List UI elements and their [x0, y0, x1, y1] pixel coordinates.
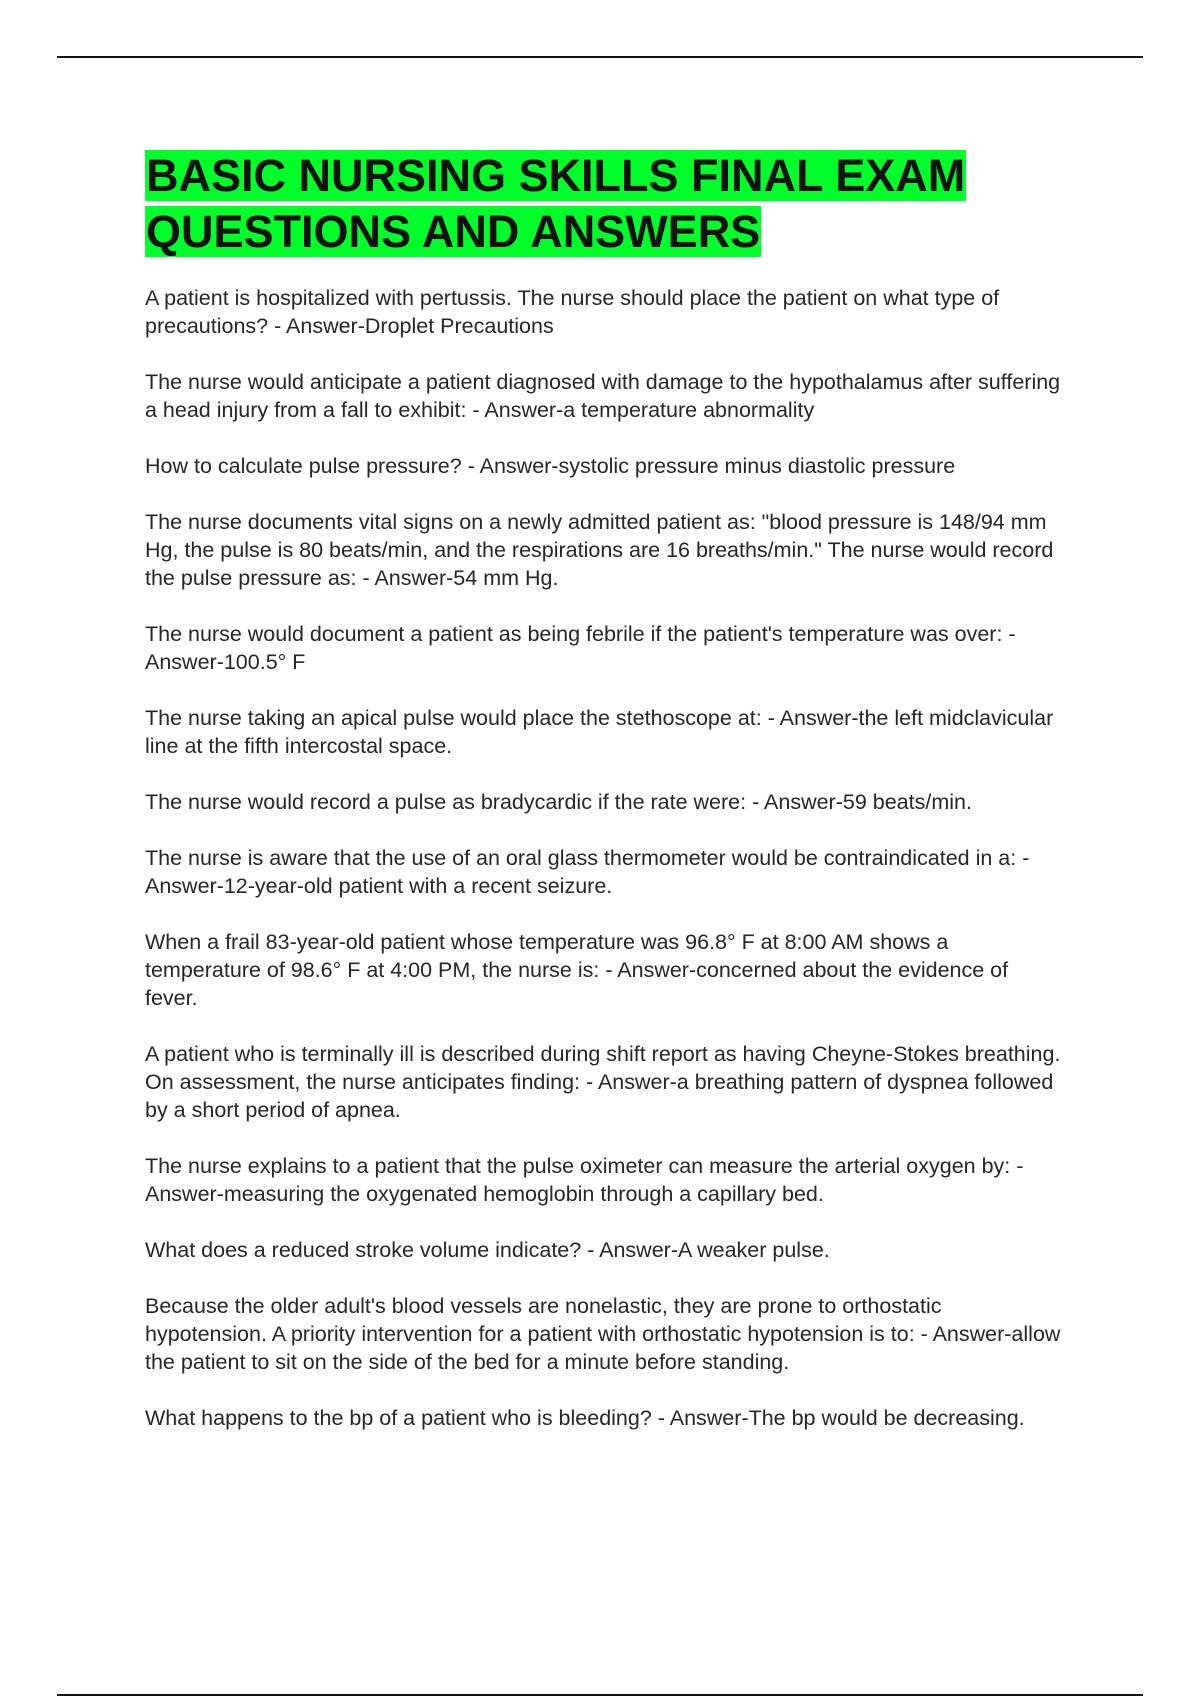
qa-item: The nurse would record a pulse as bradycardic if the rate were: - Answer-59 beats/min. [145, 790, 972, 814]
qa-item: A patient is hospitalized with pertussis. The nurse should place the patient on what type of precautions? - Answer-Droplet Precautions [145, 286, 1000, 338]
qa-item: The nurse would anticipate a patient diagnosed with damage to the hypothalamus after suffering a head injury from a fall to exhibit: - Answer-a temperature abnormality [145, 370, 1061, 422]
document-title [145, 148, 1065, 260]
qa-item: When a frail 83-year-old patient whose temperature was 96.8° F at 8:00 AM shows a temperature of 98.6° F at 4:00 PM, the nurse is: - Answer-concerned about the evidence of fever. [145, 930, 1009, 1010]
qa-item: What does a reduced stroke volume indicate? - Answer-A weaker pulse. [145, 1238, 830, 1262]
qa-item: What happens to the bp of a patient who is bleeding? - Answer-The bp would be decreasing. [145, 1406, 1025, 1430]
top-divider [57, 56, 1143, 58]
title-highlight: BASIC NURSING SKILLS FINAL EXAM QUESTIONS AND ANSWERS [146, 150, 966, 257]
qa-item: Because the older adult's blood vessels are nonelastic, they are prone to orthostatic hypotension. A priority intervention for a patient with orthostatic hypotension is to: - Answer-allow the patient to sit on the side of the bed for a minute before standing. [145, 1294, 1061, 1374]
qa-item: The nurse is aware that the use of an oral glass thermometer would be contraindicated in a: - Answer-12-year-old patient with a recent seizure. [145, 846, 1030, 898]
document-body [145, 148, 1065, 1460]
qa-item: The nurse documents vital signs on a newly admitted patient as: "blood pressure is 148/94 mm Hg, the pulse is 80 beats/min, and the respirations are 16 breaths/min." The nurse would record the pulse pressure as: - Answer-54 mm Hg. [145, 510, 1054, 590]
qa-item: The nurse taking an apical pulse would place the stethoscope at: - Answer-the left midclavicular line at the fifth intercostal space. [145, 706, 1054, 758]
qa-item: How to calculate pulse pressure? - Answer-systolic pressure minus diastolic pressure [145, 454, 956, 478]
qa-item: The nurse explains to a patient that the pulse oximeter can measure the arterial oxygen by: - Answer-measuring the oxygenated hemoglobin through a capillary bed. [145, 1154, 1024, 1206]
qa-item: The nurse would document a patient as being febrile if the patient's temperature was over: - Answer-100.5° F [145, 622, 1016, 674]
qa-item: A patient who is terminally ill is described during shift report as having Cheyne-Stokes breathing. On assessment, the nurse anticipates finding: - Answer-a breathing pattern of dyspnea followed by a short period of apnea. [145, 1042, 1061, 1122]
bottom-divider [57, 1694, 1143, 1696]
